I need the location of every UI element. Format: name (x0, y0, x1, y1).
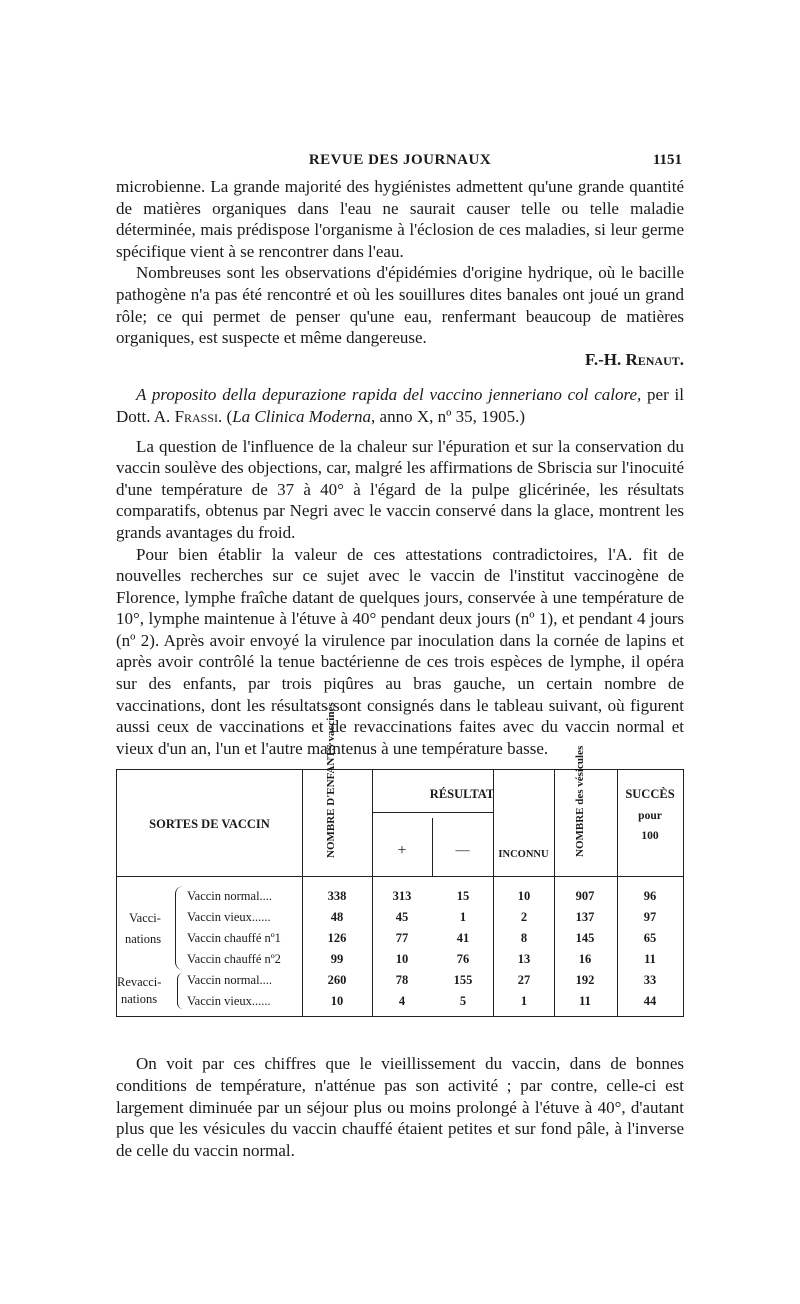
cell-enfants: 48 (330, 910, 344, 925)
brace-vaccinations (175, 886, 184, 970)
cell-enfants: 260 (327, 973, 347, 988)
row-label: Vaccin vieux...... (187, 994, 271, 1009)
header-pour: pour (638, 810, 662, 823)
reference-journal: La Clinica Moderna (232, 406, 372, 426)
reference-author: Frassi. (174, 406, 223, 426)
header-nombre-vesicules: NOMBRE des vésicules (574, 746, 586, 858)
header-nombre-enfants: NOMBRE D'ENFANTS vaccinés (325, 702, 337, 859)
document-page (116, 150, 684, 1161)
cell-succes: 11 (644, 952, 656, 967)
cell-succes: 65 (643, 931, 657, 946)
cell-plus: 45 (395, 910, 409, 925)
row-label: Vaccin chauffé nº1 (187, 931, 281, 946)
cell-succes: 96 (643, 889, 657, 904)
cell-plus: 77 (395, 931, 409, 946)
header-sortes: SORTES DE VACCIN (149, 817, 270, 832)
cell-enfants: 10 (330, 994, 344, 1009)
paragraph-3: La question de l'influence de la chaleur sur l'épuration et sur la conservation du vaccin soulève des objections, car, malgré les affirmations de Sbriscia sur l'inocuité d'une température de 37 à 40° à l'égard de la pulpe glicérinée, les résultats comparatifs, obtenus par Negri avec le vaccin conservé dans la glace, montrent les grands avantages du froid. (116, 436, 684, 542)
cell-succes: 44 (643, 994, 657, 1009)
article-reference (116, 384, 684, 427)
group-revaccinations-2: nations (121, 992, 158, 1007)
cell-minus: 41 (456, 931, 470, 946)
page-number: 1151 (652, 152, 682, 168)
cell-plus: 313 (392, 889, 412, 904)
paragraph-4: Pour bien établir la valeur de ces attestations contradictoires, l'A. fit de nouvelles recherches sur ce sujet avec le vaccin de l'institut vaccinogène de Florence, lymphe fraîche datant de quelques jours, conservée à une température de 10°, lymphe maintenue à l'étuve à 40° pendant deux jours (nº 1), et pendant 4 jours (nº 2). Après avoir envoyé la virulence par inoculation dans la cornée de lapins et après avoir contrôlé la tenue bactérienne de ces trois espèces de lymphe, il opéra sur des enfants, par trois piqûres au bras gauche, un certain nombre de vaccinations, dont les résultats sont consignés dans le tableau suivant, où figurent aussi ceux de vaccinations et de revaccinations faites avec du vaccin normal et vieux d'un an, l'un et l'autre maintenus à une température basse. (116, 544, 684, 758)
row-label: Vaccin vieux...... (187, 910, 271, 925)
cell-enfants: 99 (330, 952, 344, 967)
paragraph-5: On voit par ces chiffres que le vieillissement du vaccin, dans de bonnes conditions de température, n'atténue pas son activité ; par contre, celle-ci est largement diminuée par un séjour plus ou moins prolongé à l'étuve à 40°, d'autant plus que les vésicules du vaccin chauffé étaient petites et sur fond pâle, à l'inverse de celle du vaccin normal. (116, 1054, 684, 1160)
header-inconnu: INCONNU (498, 849, 549, 861)
cell-vesicules: 16 (578, 952, 592, 967)
running-header (116, 150, 684, 174)
group-vaccinations-1: Vacci- (129, 911, 161, 926)
cell-succes: 33 (643, 973, 657, 988)
header-minus: — (455, 843, 470, 859)
paragraph-2: Nombreuses sont les observations d'épidémies d'origine hydrique, où le bacille pathogène n'a pas été rencontré et où les souillures dites banales ont joué un grand rôle; ce qui permet de penser qu'une eau, renfermant beaucoup de matières organiques, est suspecte et même dangereuse. (116, 263, 684, 348)
cell-minus: 15 (456, 889, 470, 904)
cell-minus: 1 (459, 910, 467, 925)
cell-inconnu: 1 (520, 994, 528, 1009)
reference-title: A proposito della depurazione rapida del vaccino jenneriano col calore, (136, 385, 642, 405)
cell-inconnu: 2 (520, 910, 528, 925)
reference-suffix: , anno X, nº 35, 1905.) (371, 406, 526, 426)
cell-vesicules: 137 (575, 910, 595, 925)
paragraph-1: microbienne. La grande majorité des hygiénistes admettent qu'une grande quantité de matières organiques dans l'eau ne saurait causer telle ou telle maladie déterminée, mais prédispose l'organisme à l'éclosion de ces maladies, si leur germe spécifique vient à se rencontrer dans l'eau. (116, 177, 684, 261)
header-cent: 100 (641, 830, 659, 843)
brace-revaccinations (177, 973, 184, 1009)
cell-vesicules: 192 (575, 973, 595, 988)
header-plus: + (397, 842, 407, 860)
group-vaccinations-2: nations (125, 932, 162, 947)
reference-open: ( (226, 406, 233, 426)
cell-inconnu: 8 (520, 931, 528, 946)
header-resultat: RÉSULTAT (429, 787, 495, 802)
header-succes: SUCCÈS (625, 787, 675, 802)
cell-plus: 10 (395, 952, 409, 967)
signature: F.-H. Renaut. (585, 349, 684, 369)
cell-vesicules: 907 (575, 889, 595, 904)
cell-succes: 97 (643, 910, 657, 925)
cell-minus: 5 (459, 994, 467, 1009)
journal-title: REVUE DES JOURNAUX (308, 152, 492, 168)
cell-enfants: 338 (327, 889, 347, 904)
cell-inconnu: 13 (517, 952, 531, 967)
reference-author-prefix: per il Dott. A. (116, 385, 684, 426)
row-label: Vaccin normal.... (187, 973, 273, 988)
cell-vesicules: 145 (575, 931, 595, 946)
cell-plus: 78 (395, 973, 409, 988)
row-label: Vaccin chauffé nº2 (187, 952, 281, 967)
cell-inconnu: 10 (517, 889, 531, 904)
cell-enfants: 126 (327, 931, 347, 946)
row-label: Vaccin normal.... (187, 889, 273, 904)
cell-vesicules: 11 (579, 994, 591, 1009)
cell-minus: 76 (456, 952, 470, 967)
group-revaccinations-1: Revacci- (117, 975, 162, 990)
cell-minus: 155 (453, 973, 473, 988)
results-table (116, 702, 684, 1017)
cell-inconnu: 27 (517, 973, 531, 988)
cell-plus: 4 (398, 994, 406, 1009)
